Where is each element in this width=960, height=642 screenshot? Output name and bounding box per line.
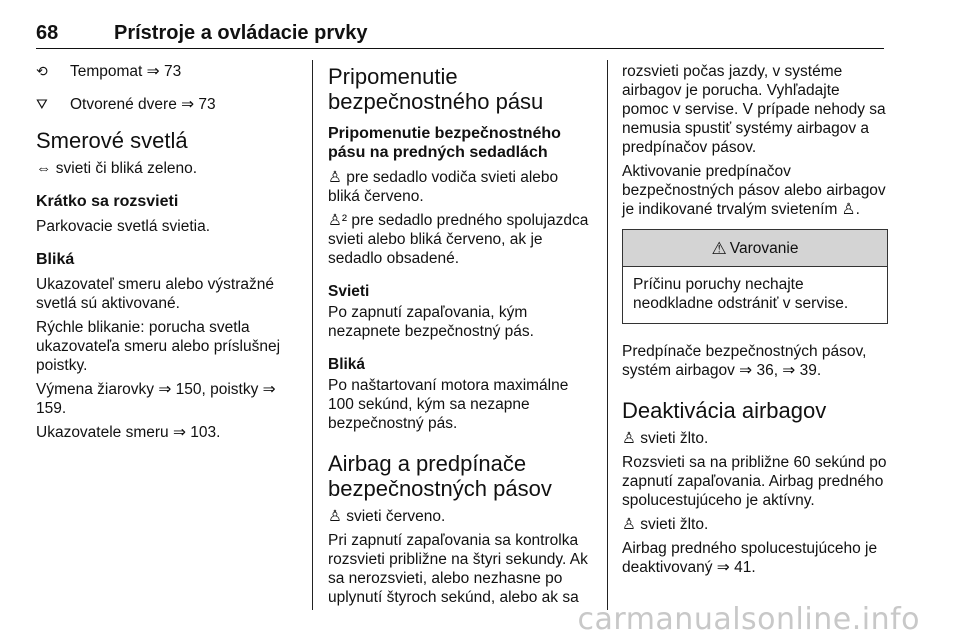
column-divider xyxy=(607,60,608,610)
paragraph: ♙ pre sedadlo vodiča svieti alebo bliká červeno. xyxy=(328,169,559,205)
list-item xyxy=(36,62,298,81)
item-text: Tempomat ⇒ 73 xyxy=(70,63,182,80)
paragraph: Výmena žiarovky ⇒ 150, poistky ⇒ 159. xyxy=(36,381,276,417)
paragraph: ♙ svieti červeno. xyxy=(328,508,446,525)
warning-box xyxy=(622,229,888,324)
subsection-heading: Bliká xyxy=(36,251,75,268)
paragraph: ⇔ svieti či bliká zeleno. xyxy=(36,160,198,177)
section-heading: Deaktivácia airbagov xyxy=(622,398,827,423)
column-divider xyxy=(312,60,313,610)
page-number: 68 xyxy=(36,22,59,44)
cruise-control-icon: ⟲ xyxy=(36,63,48,79)
paragraph: Po naštartovaní motora maximálne 100 sekúnd, kým sa nezapne bezpečnostný pás. xyxy=(328,377,569,432)
warning-title: Varovanie xyxy=(729,239,799,257)
paragraph: ♙ svieti žlto. xyxy=(622,516,709,533)
warning-text: Príčinu poruchy nechajte neodkladne odstrániť v servise. xyxy=(633,276,849,312)
column-3 xyxy=(622,62,888,582)
paragraph: rozsvieti počas jazdy, v systéme airbagov je porucha. Vyhľadajte pomoc v servise. V prípade nehody sa nemusia spustiť systémy airbagov a predpínačov pásov. xyxy=(622,63,886,156)
open-door-icon: ⛛ xyxy=(36,96,48,112)
paragraph: Ukazovatele smeru ⇒ 103. xyxy=(36,424,221,441)
column-1 xyxy=(36,62,298,447)
subsection-heading: Pripomenutie bezpečnostného pásu na predných sedadlách xyxy=(328,125,561,161)
section-heading: Smerové svetlá xyxy=(36,128,188,153)
paragraph: Po zapnutí zapaľovania, kým nezapnete bezpečnostný pás. xyxy=(328,304,534,340)
page-title: Prístroje a ovládacie prvky xyxy=(114,22,368,44)
watermark: carmanualsonline.info xyxy=(577,602,920,637)
warning-header xyxy=(623,230,887,267)
column-2 xyxy=(328,64,594,612)
paragraph: ♙² pre sedadlo predného spolujazdca svieti alebo bliká červeno, ak je sedadlo obsadené. xyxy=(328,212,589,267)
paragraph: Aktivovanie predpínačov bezpečnostných pásov alebo airbagov je indikované trvalým svietením ♙. xyxy=(622,163,886,218)
paragraph: ♙ svieti žlto. xyxy=(622,430,709,447)
item-text: Otvorené dvere ⇒ 73 xyxy=(70,96,216,113)
section-heading: Pripomenutie bezpečnostného pásu xyxy=(328,64,544,114)
list-item xyxy=(36,95,298,114)
warning-triangle-icon: ⚠ xyxy=(711,238,727,258)
paragraph: Parkovacie svetlá svietia. xyxy=(36,218,211,235)
paragraph: Pri zapnutí zapaľovania sa kontrolka rozsvieti približne na štyri sekundy. Ak sa nerozsvieti, alebo nezhasne po uplynutí štyroch sekúnd, alebo ak sa xyxy=(328,532,588,606)
paragraph: Predpínače bezpečnostných pásov, systém airbagov ⇒ 36, ⇒ 39. xyxy=(622,343,867,379)
paragraph: Ukazovateľ smeru alebo výstražné svetlá sú aktivované. xyxy=(36,276,274,312)
paragraph: Rozsvieti sa na približne 60 sekúnd po zapnutí zapaľovania. Airbag predného spolucestujúceho je aktívny. xyxy=(622,454,887,509)
paragraph: Rýchle blikanie: porucha svetla ukazovateľa smeru alebo príslušnej poistky. xyxy=(36,319,281,374)
label-heading: Bliká xyxy=(328,356,366,373)
label-heading: Svieti xyxy=(328,283,370,300)
paragraph: Airbag predného spolucestujúceho je deaktivovaný ⇒ 41. xyxy=(622,540,878,576)
subsection-heading: Krátko sa rozsvieti xyxy=(36,193,179,210)
section-heading: Airbag a predpínače bezpečnostných pásov xyxy=(328,451,552,501)
page-header xyxy=(36,22,884,49)
